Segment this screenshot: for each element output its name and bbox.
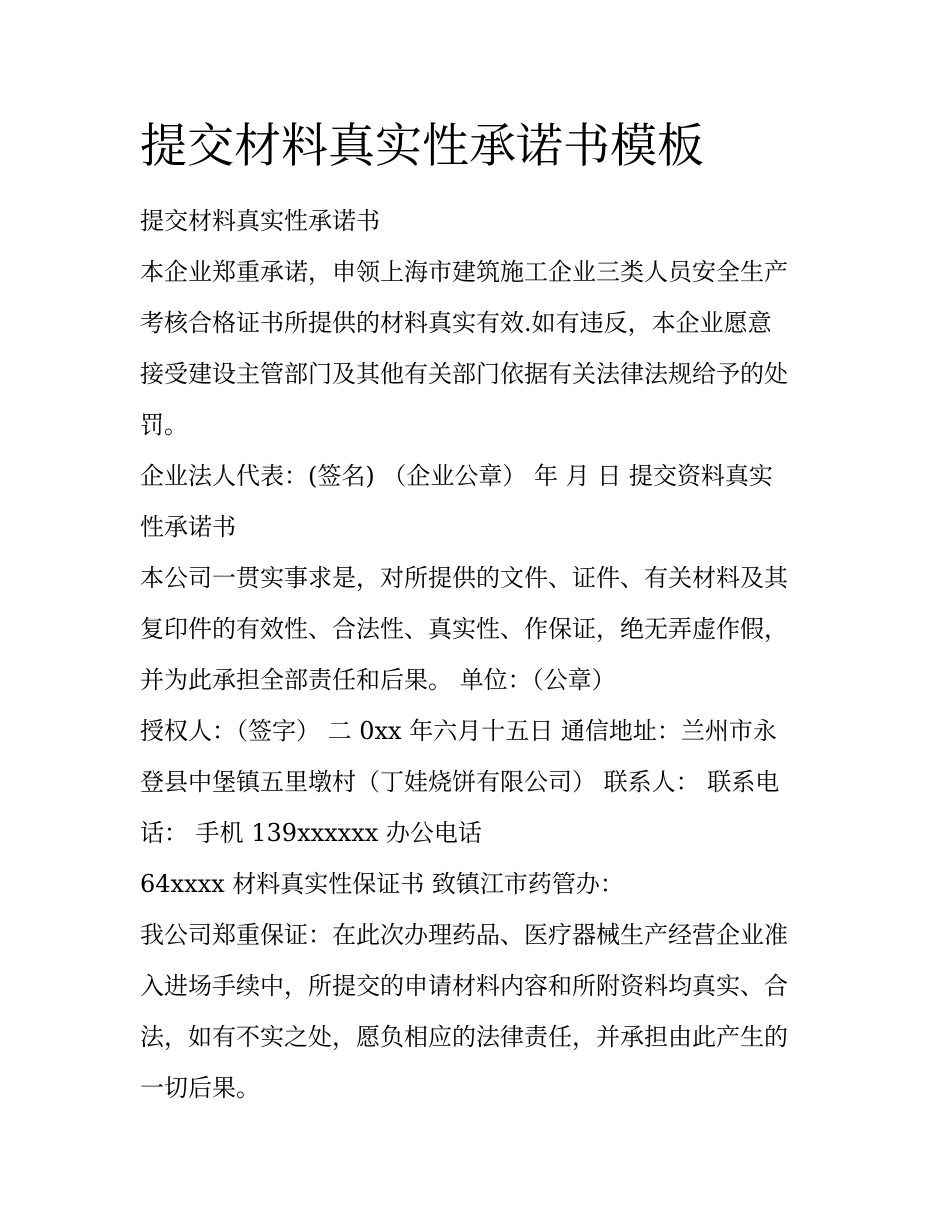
body-line: 复印件的有效性、合法性、真实性、作保证，绝无弄虚作假， <box>140 615 788 643</box>
body-line: 企业法人代表：(签名) （企业公章） 年 月 日 提交资料真实 <box>140 462 773 490</box>
body-line: 一切后果。 <box>140 1074 260 1102</box>
body-line: 提交材料真实性承诺书 <box>140 207 380 235</box>
body-line: 入进场手续中，所提交的申请材料内容和所附资料均真实、合 <box>140 972 788 1000</box>
body-line: 64xxxx 材料真实性保证书 致镇江市药管办： <box>140 870 624 898</box>
document-body <box>140 196 816 1114</box>
body-line: 性承诺书 <box>140 513 236 541</box>
body-line: 登县中堡镇五里墩村（丁娃烧饼有限公司） 联系人： 联系电 <box>140 768 780 796</box>
body-line: 本公司一贯实事求是，对所提供的文件、证件、有关材料及其 <box>140 564 788 592</box>
body-line: 话： 手机 139xxxxxx 办公电话 <box>140 819 482 847</box>
body-line: 法，如有不实之处，愿负相应的法律责任，并承担由此产生的 <box>140 1023 788 1051</box>
body-line: 考核合格证书所提供的材料真实有效.如有违反，本企业愿意 <box>140 309 772 337</box>
body-line: 罚。 <box>140 411 188 439</box>
body-line: 接受建设主管部门及其他有关部门依据有关法律法规给予的处 <box>140 360 788 388</box>
body-line: 我公司郑重保证：在此次办理药品、医疗器械生产经营企业准 <box>140 921 788 949</box>
body-line: 授权人：（签字） 二 0xx 年六月十五日 通信地址：兰州市永 <box>140 717 777 745</box>
body-line: 本企业郑重承诺，申领上海市建筑施工企业三类人员安全生产 <box>140 258 788 286</box>
body-line: 并为此承担全部责任和后果。 单位：（公章） <box>140 666 616 694</box>
document-title: 提交材料真实性承诺书模板 <box>140 119 704 174</box>
